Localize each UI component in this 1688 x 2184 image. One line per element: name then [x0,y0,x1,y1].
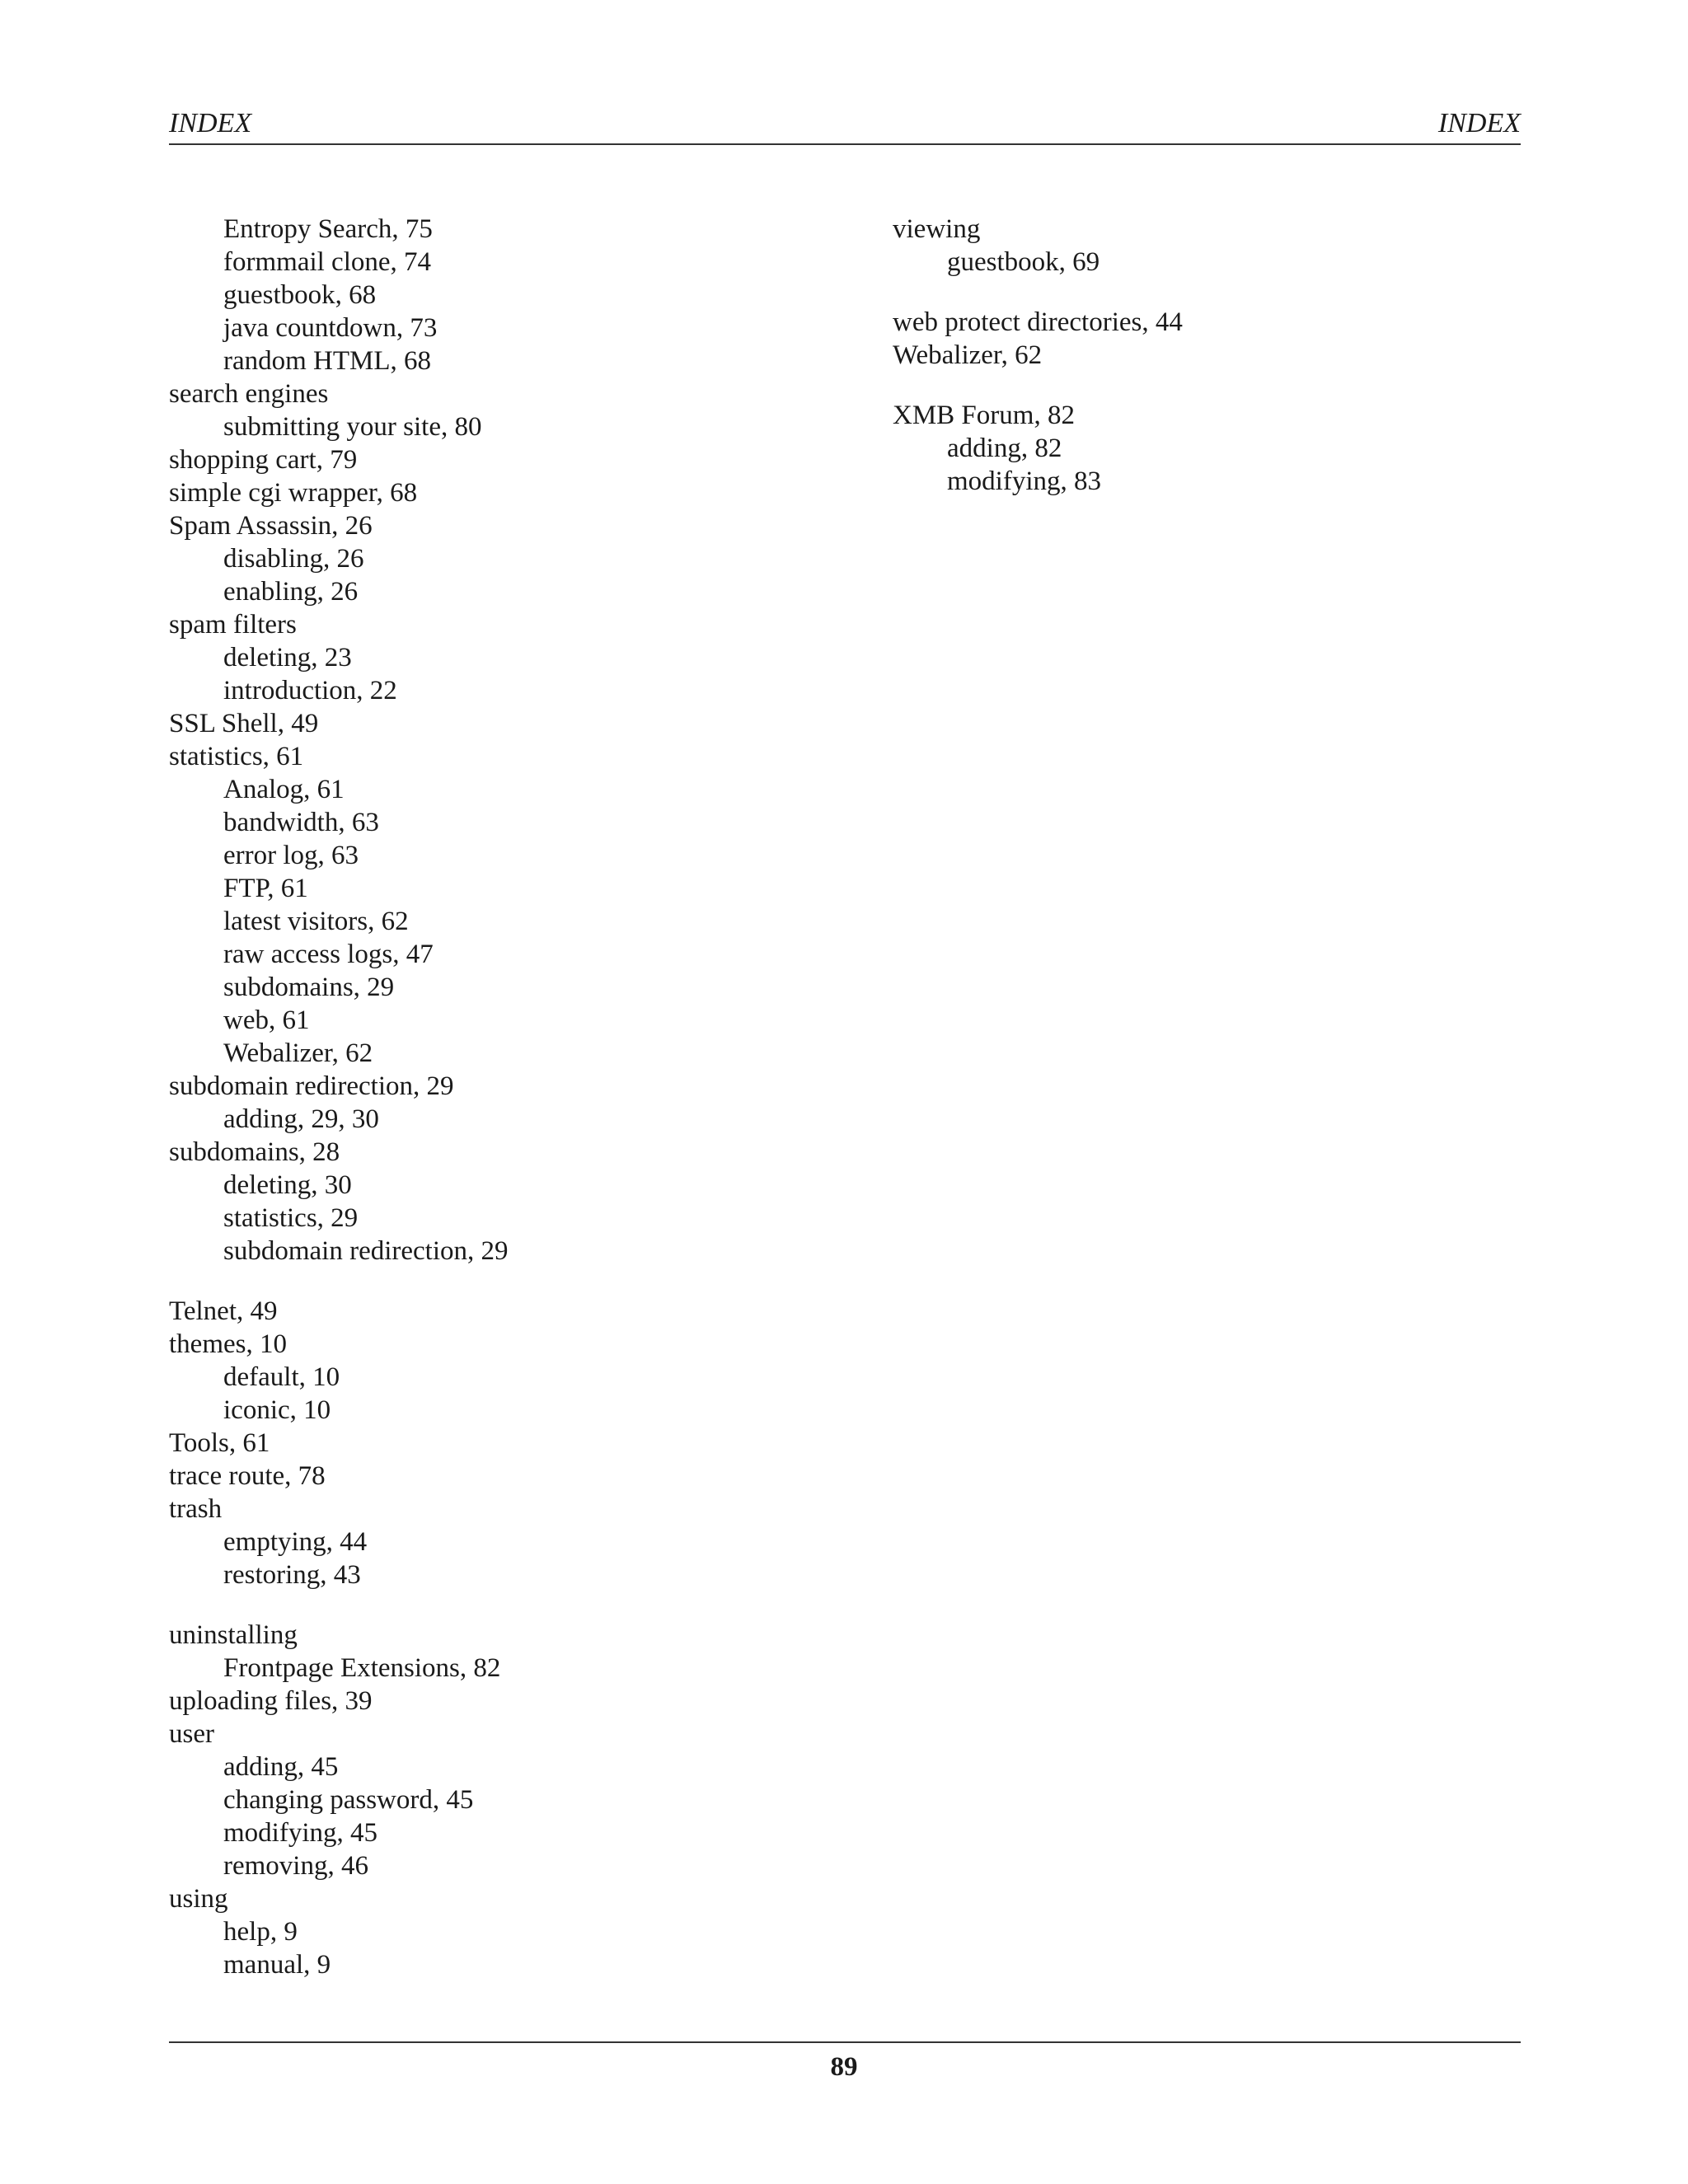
index-subentry: random HTML, 68 [223,346,432,376]
index-subentry: subdomains, 29 [223,972,395,1002]
index-entry: spam filters [169,610,297,640]
index-entry: uploading files, 39 [169,1686,373,1716]
index-entry: web protect directories, 44 [893,307,1183,337]
index-subentry: default, 10 [223,1362,340,1392]
index-subentry: latest visitors, 62 [223,907,409,936]
index-subentry: deleting, 23 [223,643,352,673]
index-subentry: guestbook, 68 [223,280,377,310]
index-subentry: submitting your site, 80 [223,412,482,442]
index-subentry: adding, 29, 30 [223,1104,379,1134]
letter-group [169,213,828,1268]
running-head-right: INDEX [1437,108,1521,138]
index-subentry: modifying, 45 [223,1818,377,1848]
index-subentry: removing, 46 [223,1851,368,1881]
index-entry: Spam Assassin, 26 [169,511,373,541]
index-entry: shopping cart, 79 [169,445,358,475]
index-entry: Webalizer, 62 [893,340,1043,370]
index-entry: trash [169,1494,223,1524]
letter-group-gap [169,1268,828,1295]
index-subentry: deleting, 30 [223,1170,352,1200]
index-subentry: FTP, 61 [223,874,308,903]
letter-group-gap [893,372,1519,399]
index-subentry: modifying, 83 [947,466,1101,496]
index-entry: subdomains, 28 [169,1137,340,1167]
index-subentry: error log, 63 [223,841,359,870]
index-subentry: changing password, 45 [223,1785,474,1815]
index-subentry: formmail clone, 74 [223,247,432,277]
letter-group [169,1619,828,1981]
index-subentry: Analog, 61 [223,775,345,804]
index-entry: viewing [893,214,981,244]
letter-group [893,306,1519,372]
index-subentry: web, 61 [223,1005,310,1035]
letter-group [893,213,1519,279]
index-subentry: Webalizer, 62 [223,1038,373,1068]
footer-rule [169,2041,1521,2043]
index-entry: Tools, 61 [169,1428,270,1458]
index-column-left [169,213,828,1981]
index-subentry: statistics, 29 [223,1203,359,1233]
index-entry: statistics, 61 [169,742,304,771]
index-subentry: guestbook, 69 [947,247,1100,277]
letter-group [893,399,1519,498]
index-subentry: bandwidth, 63 [223,808,379,837]
index-subentry: iconic, 10 [223,1395,331,1425]
index-subentry: manual, 9 [223,1950,331,1980]
index-subentry: restoring, 43 [223,1560,361,1590]
index-entry: search engines [169,379,329,409]
index-entry: SSL Shell, 49 [169,709,319,738]
index-subentry: java countdown, 73 [223,313,438,343]
index-entry: user [169,1719,214,1749]
index-entry: using [169,1884,228,1914]
index-subentry: raw access logs, 47 [223,940,434,969]
running-head [169,104,1521,145]
index-entry: simple cgi wrapper, 68 [169,478,418,508]
letter-group [169,1295,828,1591]
index-subentry: adding, 45 [223,1752,339,1782]
running-head-left: INDEX [169,108,252,138]
letter-group-gap [169,1591,828,1619]
index-subentry: emptying, 44 [223,1527,368,1557]
index-subentry: Entropy Search, 75 [223,214,433,244]
index-subentry: disabling, 26 [223,544,364,574]
index-subentry: Frontpage Extensions, 82 [223,1653,501,1683]
index-subentry: adding, 82 [947,434,1062,463]
index-subentry: help, 9 [223,1917,298,1947]
letter-group-gap [893,279,1519,306]
index-entry: subdomain redirection, 29 [169,1071,454,1101]
index-subentry: subdomain redirection, 29 [223,1236,509,1266]
page-number: 89 [830,2052,858,2082]
index-subentry: enabling, 26 [223,577,359,607]
index-entry: uninstalling [169,1620,298,1650]
index-entry: Telnet, 49 [169,1296,278,1326]
index-entry: themes, 10 [169,1329,287,1359]
index-subentry: introduction, 22 [223,676,397,705]
index-column-right [893,213,1519,498]
index-entry: trace route, 78 [169,1461,326,1491]
index-entry: XMB Forum, 82 [893,401,1075,430]
